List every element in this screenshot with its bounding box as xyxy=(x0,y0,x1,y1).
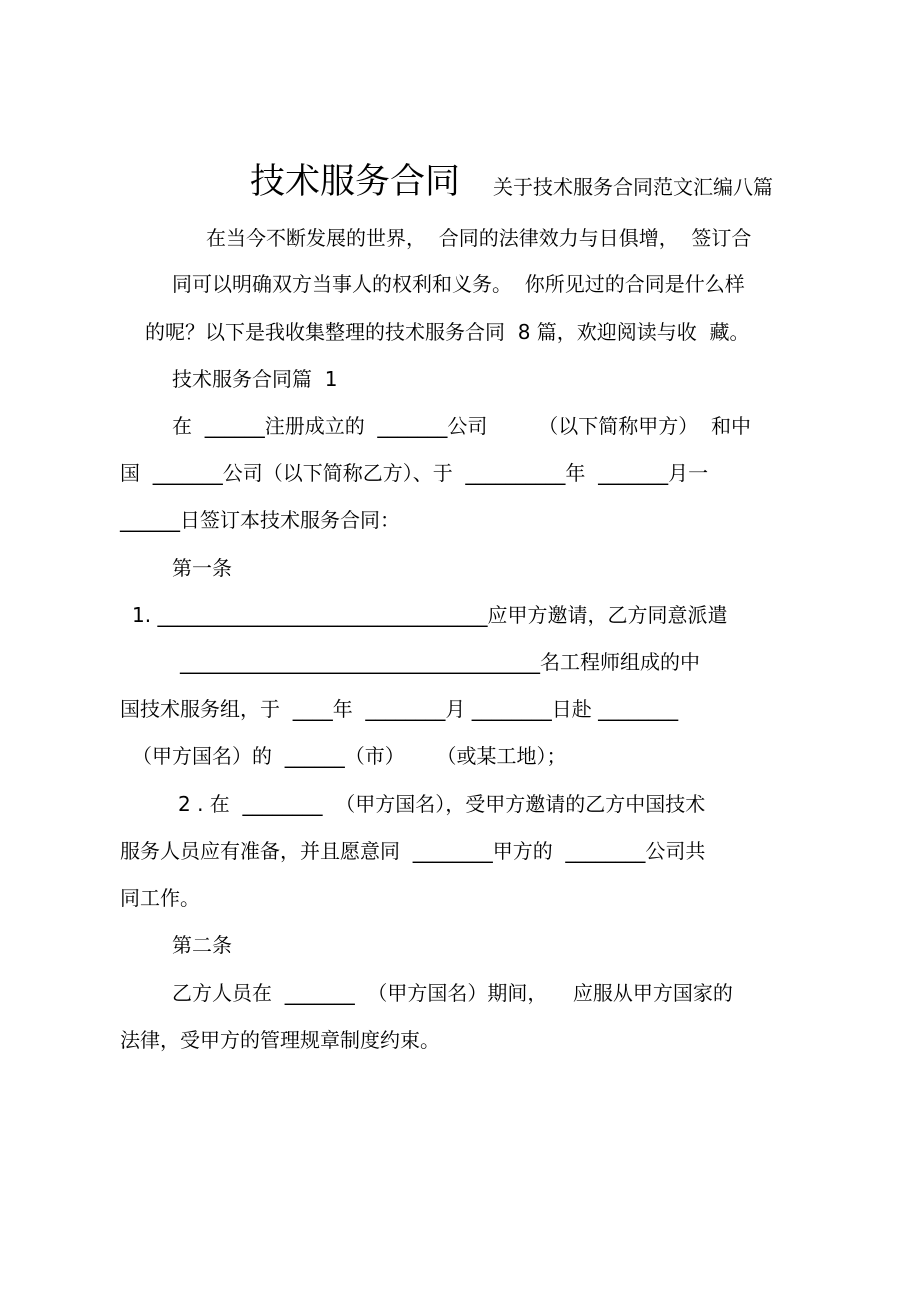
intro-line-1: 在当今不断发展的世界， 合同的法律效力与日俱增， 签订合 xyxy=(206,226,752,250)
paragraph-line: 法律，受甲方的管理规章制度约束。 xyxy=(120,1028,440,1052)
paragraph-line: 乙方人员在 _______ （甲方国名）期间， 应服从甲方国家的 xyxy=(172,981,733,1005)
paragraph-line: （甲方国名）的 ______（市） （或某工地）； xyxy=(132,744,567,768)
paragraph-line: 1. _________________________________应甲方邀请，乙方同意派遣 xyxy=(132,603,728,627)
paragraph-line: 国 _______公司（以下简称乙方）、于 __________年 _______月一 xyxy=(120,461,709,485)
intro-line-3: 的呢？以下是我收集整理的技术服务合同 8 篇，欢迎阅读与收 藏。 xyxy=(145,320,750,344)
section-heading-1: 技术服务合同篇 1 xyxy=(172,367,338,391)
document-title: 技术服务合同 xyxy=(250,162,461,202)
article-heading-1: 第一条 xyxy=(172,556,232,580)
paragraph-line: 国技术服务组，于 ____年 ________月 ________日赴 ________ xyxy=(120,697,679,721)
paragraph-line: 服务人员应有准备，并且愿意同 ________甲方的 ________公司共 xyxy=(120,839,706,863)
document-subtitle: 关于技术服务合同范文汇编八篇 xyxy=(493,175,773,199)
paragraph-line: 2 . 在 ________ （甲方国名），受甲方邀请的乙方中国技术 xyxy=(178,792,706,816)
article-heading-2: 第二条 xyxy=(172,933,232,957)
paragraph-line: ______日签订本技术服务合同： xyxy=(120,508,400,532)
paragraph-line: 在 ______注册成立的 _______公司 （以下简称甲方） 和中 xyxy=(172,414,752,438)
intro-line-2: 同可以明确双方当事人的权利和义务。 你所见过的合同是什么样 xyxy=(172,272,745,296)
paragraph-line: 同工作。 xyxy=(120,886,200,910)
paragraph-line: ____________________________________名工程师组成的中 xyxy=(180,650,700,674)
